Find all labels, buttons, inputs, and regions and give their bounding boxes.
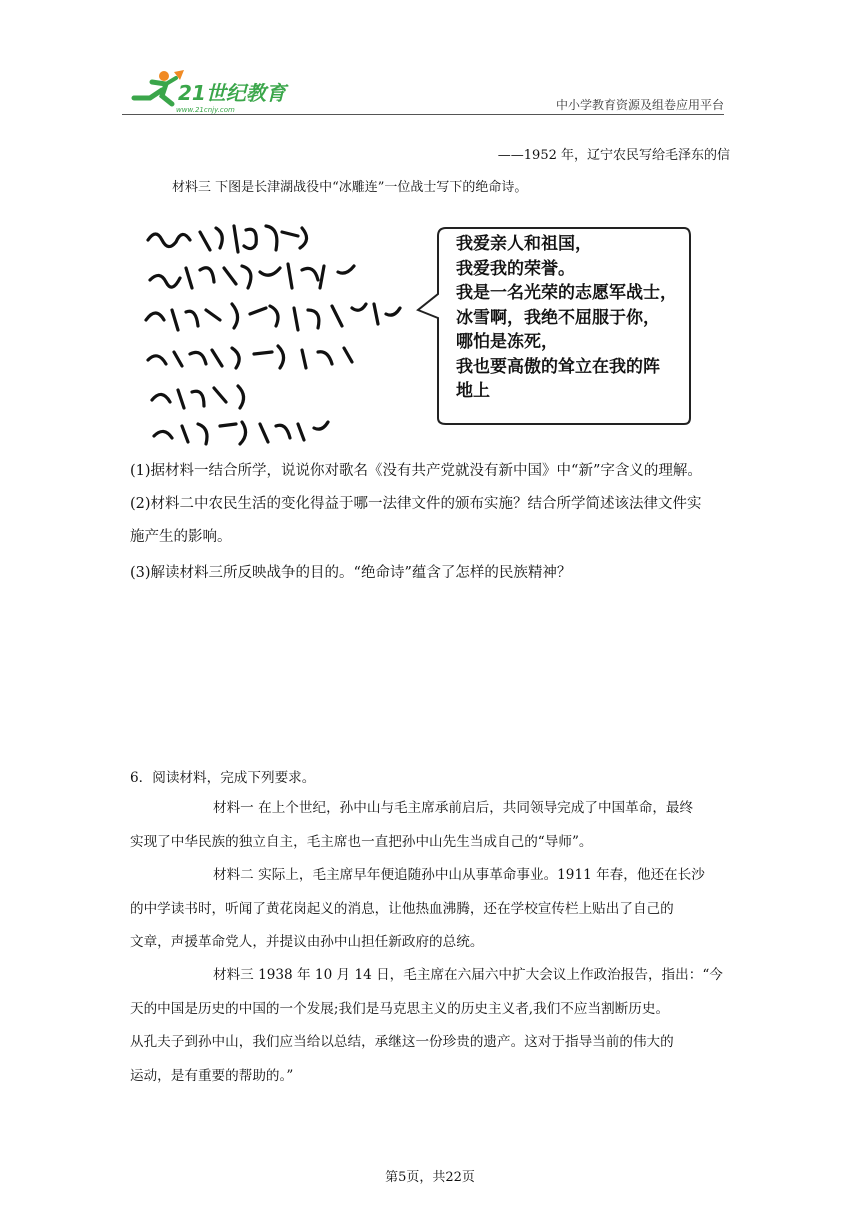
logo [122,68,292,116]
platform-name: 中小学教育资源及组卷应用平台 [555,98,724,112]
question-1: (1)据材料一结合所学，说说你对歌名《没有共产党就没有新中国》中“新”字含义的理解。 [130,463,702,479]
poem-line: 哪怕是冻死， [456,332,558,352]
material-1-line: 实现了中华民族的独立自主，毛主席也一直把孙中山先生当成自己的“导师”。 [130,833,593,850]
material-2-line: 文章，声援革命党人，并提议由孙中山担任新政府的总统。 [130,934,484,950]
poem-text [456,232,686,404]
header-divider [122,114,724,115]
material-1 [130,792,730,859]
poem-line: 我也要高傲的耸立在我的阵 [456,356,660,377]
material-2 [130,859,730,960]
material-2-line: 的中学读书时，听闻了黄花岗起义的消息，让他热血沸腾，还在学校宣传栏上贴出了自己的 [130,900,674,917]
poem-line: 我爱我的荣誉。 [456,258,575,279]
source-line: ——1952 年，辽宁农民写给毛泽东的信 [497,148,730,163]
logo-url: www.21cnjy.com [176,106,235,114]
question-3: (3)解读材料三所反映战争的目的。“绝命诗”蕴含了怎样的民族精神？ [130,565,572,581]
material-3-line: 材料三 1938 年 10 月 14 日，毛主席在六届六中扩大会议上作政治报告，指出：“今 [213,967,723,983]
material-1-line: 材料一 在上个世纪，孙中山与毛主席承前启后，共同领导完成了中国革命，最终 [213,800,694,816]
poem-line: 冰雪啊，我绝不屈服于你， [456,307,660,328]
material-3-line: 从孔夫子到孙中山，我们应当给以总结，承继这一份珍贵的遗产。这对于指导当前的伟大的 [130,1034,674,1050]
poem-line: 我爱亲人和祖国， [456,234,592,254]
poem-line: 地上 [456,381,490,401]
poem-line: 我是一名光荣的志愿军战士， [456,283,677,303]
q6-title: 6．阅读材料，完成下列要求。 [130,770,316,786]
material-3-line: 天的中国是历史的中国的一个发展;我们是马克思主义的历史主义者,我们不应当割断历史。 [130,1000,670,1017]
question-2-cont: 施产生的影响。 [130,529,232,545]
material-2-line: 材料二 实际上，毛主席早年便追随孙中山从事革命事业。1911 年春，他还在长沙 [213,867,705,883]
material3-intro: 材料三 下图是长津湖战役中“冰雕连”一位战士写下的绝命诗。 [172,180,528,195]
runner-icon [134,70,184,104]
page-number: 第5页，共22页 [385,1170,475,1185]
material-3-line: 运动，是有重要的帮助的。” [130,1067,294,1084]
question-2: (2)材料二中农民生活的变化得益于哪一法律文件的颁布实施？结合所学简述该法律文件实 [130,496,702,512]
logo-text: 21世纪教育 [178,81,286,105]
material-3 [130,959,730,1093]
